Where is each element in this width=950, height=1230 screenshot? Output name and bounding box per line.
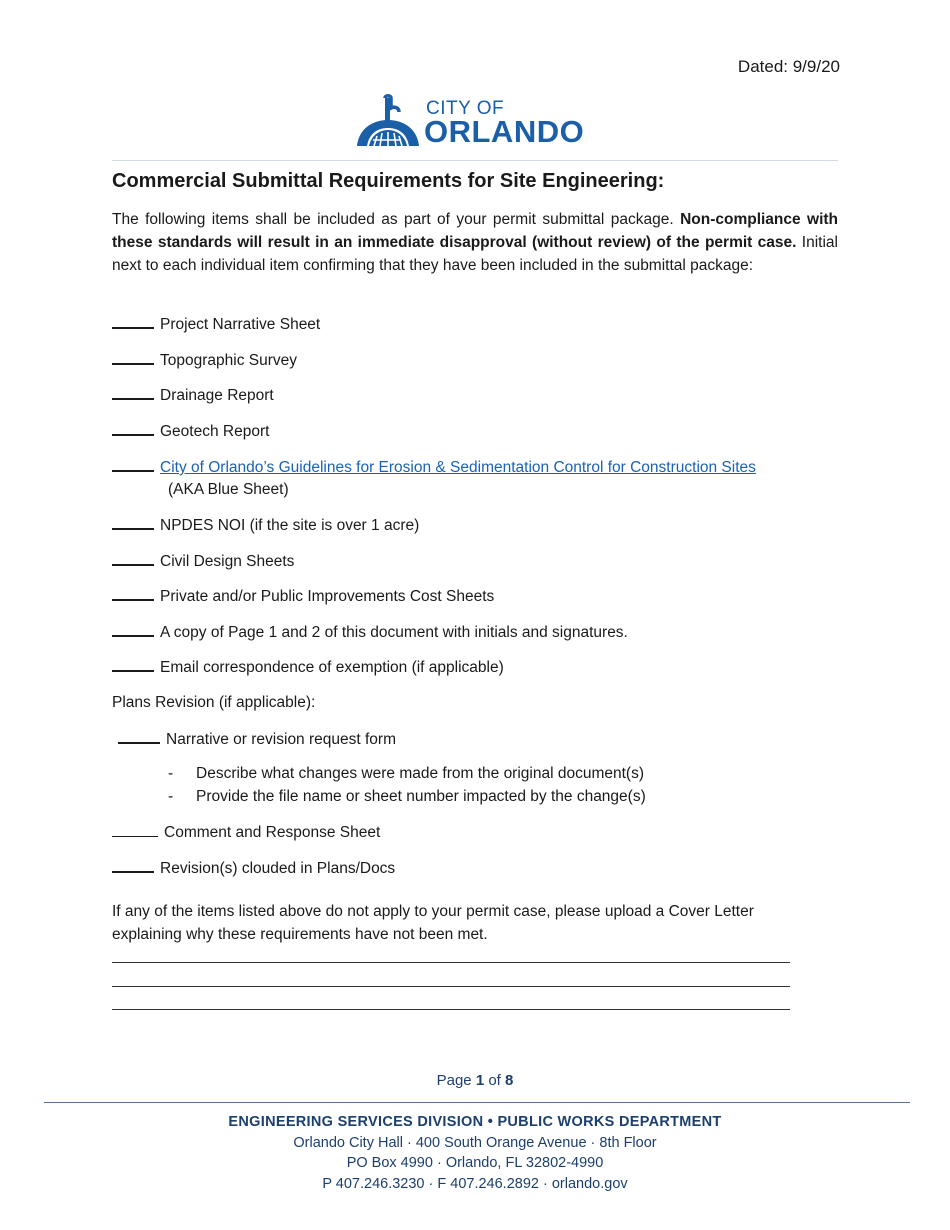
initial-blank <box>112 859 154 873</box>
footer-divider <box>44 1102 910 1103</box>
header-divider <box>112 160 838 161</box>
checklist-item: Drainage Report <box>112 386 274 405</box>
checklist-item-narrative: Narrative or revision request form <box>118 730 396 749</box>
footer-contact: P 407.246.3230 · F 407.246.2892 · orlando.gov <box>322 1176 628 1192</box>
revision-bullet: - Provide the file name or sheet number impacted by the change(s) <box>168 788 646 805</box>
checklist-item: Project Narrative Sheet <box>112 315 320 334</box>
initial-blank <box>112 386 154 400</box>
blue-sheet-note: (AKA Blue Sheet) <box>168 481 289 498</box>
checklist-item: Email correspondence of exemption (if applicable) <box>112 658 504 677</box>
checklist-item: Geotech Report <box>112 422 269 441</box>
checklist-item-guidelines <box>112 458 756 477</box>
intro-paragraph <box>112 208 838 277</box>
initial-blank <box>112 587 154 601</box>
footer-address-line2: PO Box 4990 · Orlando, FL 32802-4990 <box>346 1155 604 1171</box>
checklist-item: NPDES NOI (if the site is over 1 acre) <box>112 516 419 535</box>
checklist-item-comment: Comment and Response Sheet <box>112 824 380 842</box>
intro-lead: The following items shall be included as part of your permit submittal package. <box>112 211 681 228</box>
initial-blank <box>112 623 154 637</box>
intro-warning: Non-compliance with these standards will result in an immediate disapproval (without review) of the permit case. <box>112 211 839 251</box>
write-in-line <box>112 962 790 963</box>
initial-blank <box>112 351 154 365</box>
initial-blank <box>118 730 160 744</box>
initial-blank <box>112 552 154 566</box>
page-number: Page 1 of 8 <box>436 1072 514 1089</box>
footer-address-line1: Orlando City Hall · 400 South Orange Avenue · 8th Floor <box>293 1135 657 1151</box>
fountain-logo-icon <box>355 94 421 150</box>
erosion-guidelines-link[interactable]: City of Orlando’s Guidelines for Erosion & Sedimentation Control for Construction Sites <box>160 459 756 476</box>
initial-blank <box>112 422 154 436</box>
dated-label: Dated: 9/9/20 <box>737 57 840 76</box>
cover-letter-paragraph: If any of the items listed above do not apply to your permit case, please upload a Cover Letter explaining why these requirements have not been met. <box>112 903 754 943</box>
logo-city-of: CITY OF <box>426 98 505 119</box>
footer-division: ENGINEERING SERVICES DIVISION • PUBLIC WORKS DEPARTMENT <box>228 1114 722 1130</box>
intro-tail: Initial next to each individual item confirming that they have been included in the submittal package: <box>112 234 838 274</box>
checklist-item: Topographic Survey <box>112 351 297 370</box>
initial-blank <box>112 458 154 472</box>
checklist-item: A copy of Page 1 and 2 of this document with initials and signatures. <box>112 623 628 642</box>
initial-blank <box>112 315 154 329</box>
page-title: Commercial Submittal Requirements for Site Engineering: <box>112 170 665 192</box>
checklist-item: Private and/or Public Improvements Cost Sheets <box>112 587 494 606</box>
checklist-item: Civil Design Sheets <box>112 552 294 571</box>
write-in-line <box>112 986 790 987</box>
plans-revision-heading: Plans Revision (if applicable): <box>112 694 316 711</box>
initial-blank <box>112 516 154 530</box>
checklist-item-clouded: Revision(s) clouded in Plans/Docs <box>112 859 395 878</box>
city-of-orlando-logo <box>355 94 600 150</box>
write-in-line <box>112 1009 790 1010</box>
initial-blank <box>112 658 154 672</box>
revision-bullet: - Describe what changes were made from the original document(s) <box>168 765 644 782</box>
logo-orlando: ORLANDO <box>424 114 585 149</box>
initial-blank <box>112 824 158 837</box>
